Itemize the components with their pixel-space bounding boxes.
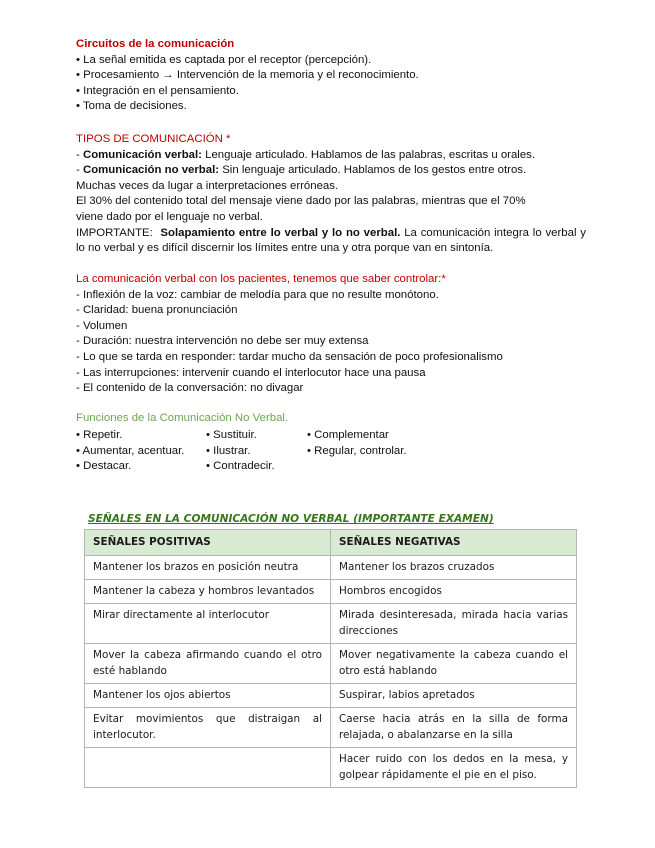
funciones-col-3 xyxy=(307,428,407,459)
list-item: • Ilustrar. xyxy=(206,444,251,457)
list-item: • Integración en el pensamiento. xyxy=(76,84,239,97)
list-item: - Volumen xyxy=(76,319,128,332)
table-row xyxy=(85,708,577,748)
list-item: - Claridad: buena pronunciación xyxy=(76,304,238,317)
cell-positiva: Mantener los brazos en posición neutra xyxy=(85,556,331,580)
list-item: • Contradecir. xyxy=(206,460,275,473)
senales-title: SEÑALES EN LA COMUNICACIÓN NO VERBAL (IMPORTANTE EXAMEN) xyxy=(88,513,494,525)
list-item: - Lo que se tarda en responder: tardar mucho da sensación de poco profesionalismo xyxy=(76,350,503,363)
verbal-text: Lenguaje articulado. Hablamos de las palabras, escritas u orales. xyxy=(201,148,536,161)
cell-positiva: Mantener la cabeza y hombros levantados xyxy=(85,580,331,604)
list-item: - Las interrupciones: intervenir cuando el interlocutor hace una pausa xyxy=(76,366,426,379)
noverbal-text: Sin lenguaje articulado. Hablamos de los gestos entre otros. xyxy=(219,164,527,177)
funciones-title: Funciones de la Comunicación No Verbal. xyxy=(76,412,289,424)
importante-paragraph xyxy=(76,226,586,257)
funciones-col-1 xyxy=(76,428,184,475)
importante-text: La comunicación integra lo verbal y lo no verbal y es difícil discernir los límites entre una y otra porque van en sintonía. xyxy=(76,226,586,255)
cell-positiva: Mover la cabeza afirmando cuando el otro esté hablando xyxy=(85,644,331,684)
tipos-noverbal-line: - Comunicación no verbal: Sin lenguaje articulado. Hablamos de los gestos entre otros. xyxy=(76,164,527,177)
importante-label: IMPORTANTE: xyxy=(76,226,153,239)
cell-negativa: Mantener los brazos cruzados xyxy=(331,556,577,580)
list-item: • Procesamiento → Intervención de la memoria y el reconocimiento. xyxy=(76,69,419,82)
table-row xyxy=(85,604,577,644)
circuitos-section xyxy=(76,37,586,115)
tipos-section xyxy=(76,132,586,257)
importante-bold: Solapamiento entre lo verbal y lo no verbal. xyxy=(160,226,401,239)
tipos-title: TIPOS DE COMUNICACIÓN * xyxy=(76,133,231,145)
table-row xyxy=(85,556,577,580)
cell-negativa: Hombros encogidos xyxy=(331,580,577,604)
cell-negativa: Suspirar, labios apretados xyxy=(331,684,577,708)
verbal-label: Comunicación verbal: xyxy=(82,148,202,161)
cell-positiva: Mantener los ojos abiertos xyxy=(85,684,331,708)
cell-positiva xyxy=(85,748,331,788)
noverbal-label: Comunicación no verbal: xyxy=(82,164,220,177)
table-row xyxy=(85,748,577,788)
senales-table xyxy=(84,529,577,788)
cell-negativa: Mirada desinteresada, mirada hacia varias direcciones xyxy=(331,604,577,644)
funciones-col-2 xyxy=(206,428,275,475)
list-item: • Aumentar, acentuar. xyxy=(76,444,185,457)
verbal-pacientes-title: La comunicación verbal con los pacientes, tenemos que saber controlar:* xyxy=(76,273,446,285)
list-item: - Duración: nuestra intervención no debe ser muy extensa xyxy=(76,335,369,348)
list-item: • Destacar. xyxy=(76,460,132,473)
tipos-line5: viene dado por el lenguaje no verbal. xyxy=(76,210,263,223)
list-item: • Repetir. xyxy=(76,429,123,441)
cell-positiva: Mirar directamente al interlocutor xyxy=(85,604,331,644)
tipos-line3: Muchas veces da lugar a interpretaciones erróneas. xyxy=(76,179,339,192)
cell-negativa: Caerse hacia atrás en la silla de forma relajada, o abalanzarse en la silla xyxy=(331,708,577,748)
cell-negativa: Hacer ruido con los dedos en la mesa, y golpear rápidamente el pie en el piso. xyxy=(331,748,577,788)
list-item: • Complementar xyxy=(307,429,389,441)
circuitos-title: Circuitos de la comunicación xyxy=(76,38,235,50)
tipos-line4: El 30% del contenido total del mensaje viene dado por las palabras, mientras que el 70% xyxy=(76,195,526,208)
header-negativas: SEÑALES NEGATIVAS xyxy=(331,530,577,556)
cell-positiva: Evitar movimientos que distraigan al interlocutor. xyxy=(85,708,331,748)
header-positivas: SEÑALES POSITIVAS xyxy=(85,530,331,556)
table-row xyxy=(85,580,577,604)
list-item: • Sustituir. xyxy=(206,429,257,441)
table-row xyxy=(85,644,577,684)
list-item: • Regular, controlar. xyxy=(307,444,407,457)
list-item: • Toma de decisiones. xyxy=(76,100,187,113)
list-item: • La señal emitida es captada por el receptor (percepción). xyxy=(76,53,372,66)
list-item: - Inflexión de la voz: cambiar de melodía para que no resulte monótono. xyxy=(76,288,439,301)
table-row xyxy=(85,684,577,708)
list-item: - El contenido de la conversación: no divagar xyxy=(76,382,304,395)
cell-negativa: Mover negativamente la cabeza cuando el otro está hablando xyxy=(331,644,577,684)
tipos-verbal-line: - Comunicación verbal: Lenguaje articulado. Hablamos de las palabras, escritas u orales. xyxy=(76,148,536,161)
table-header-row xyxy=(85,530,577,556)
verbal-pacientes-section xyxy=(76,272,586,397)
funciones-title-wrap xyxy=(76,411,586,427)
